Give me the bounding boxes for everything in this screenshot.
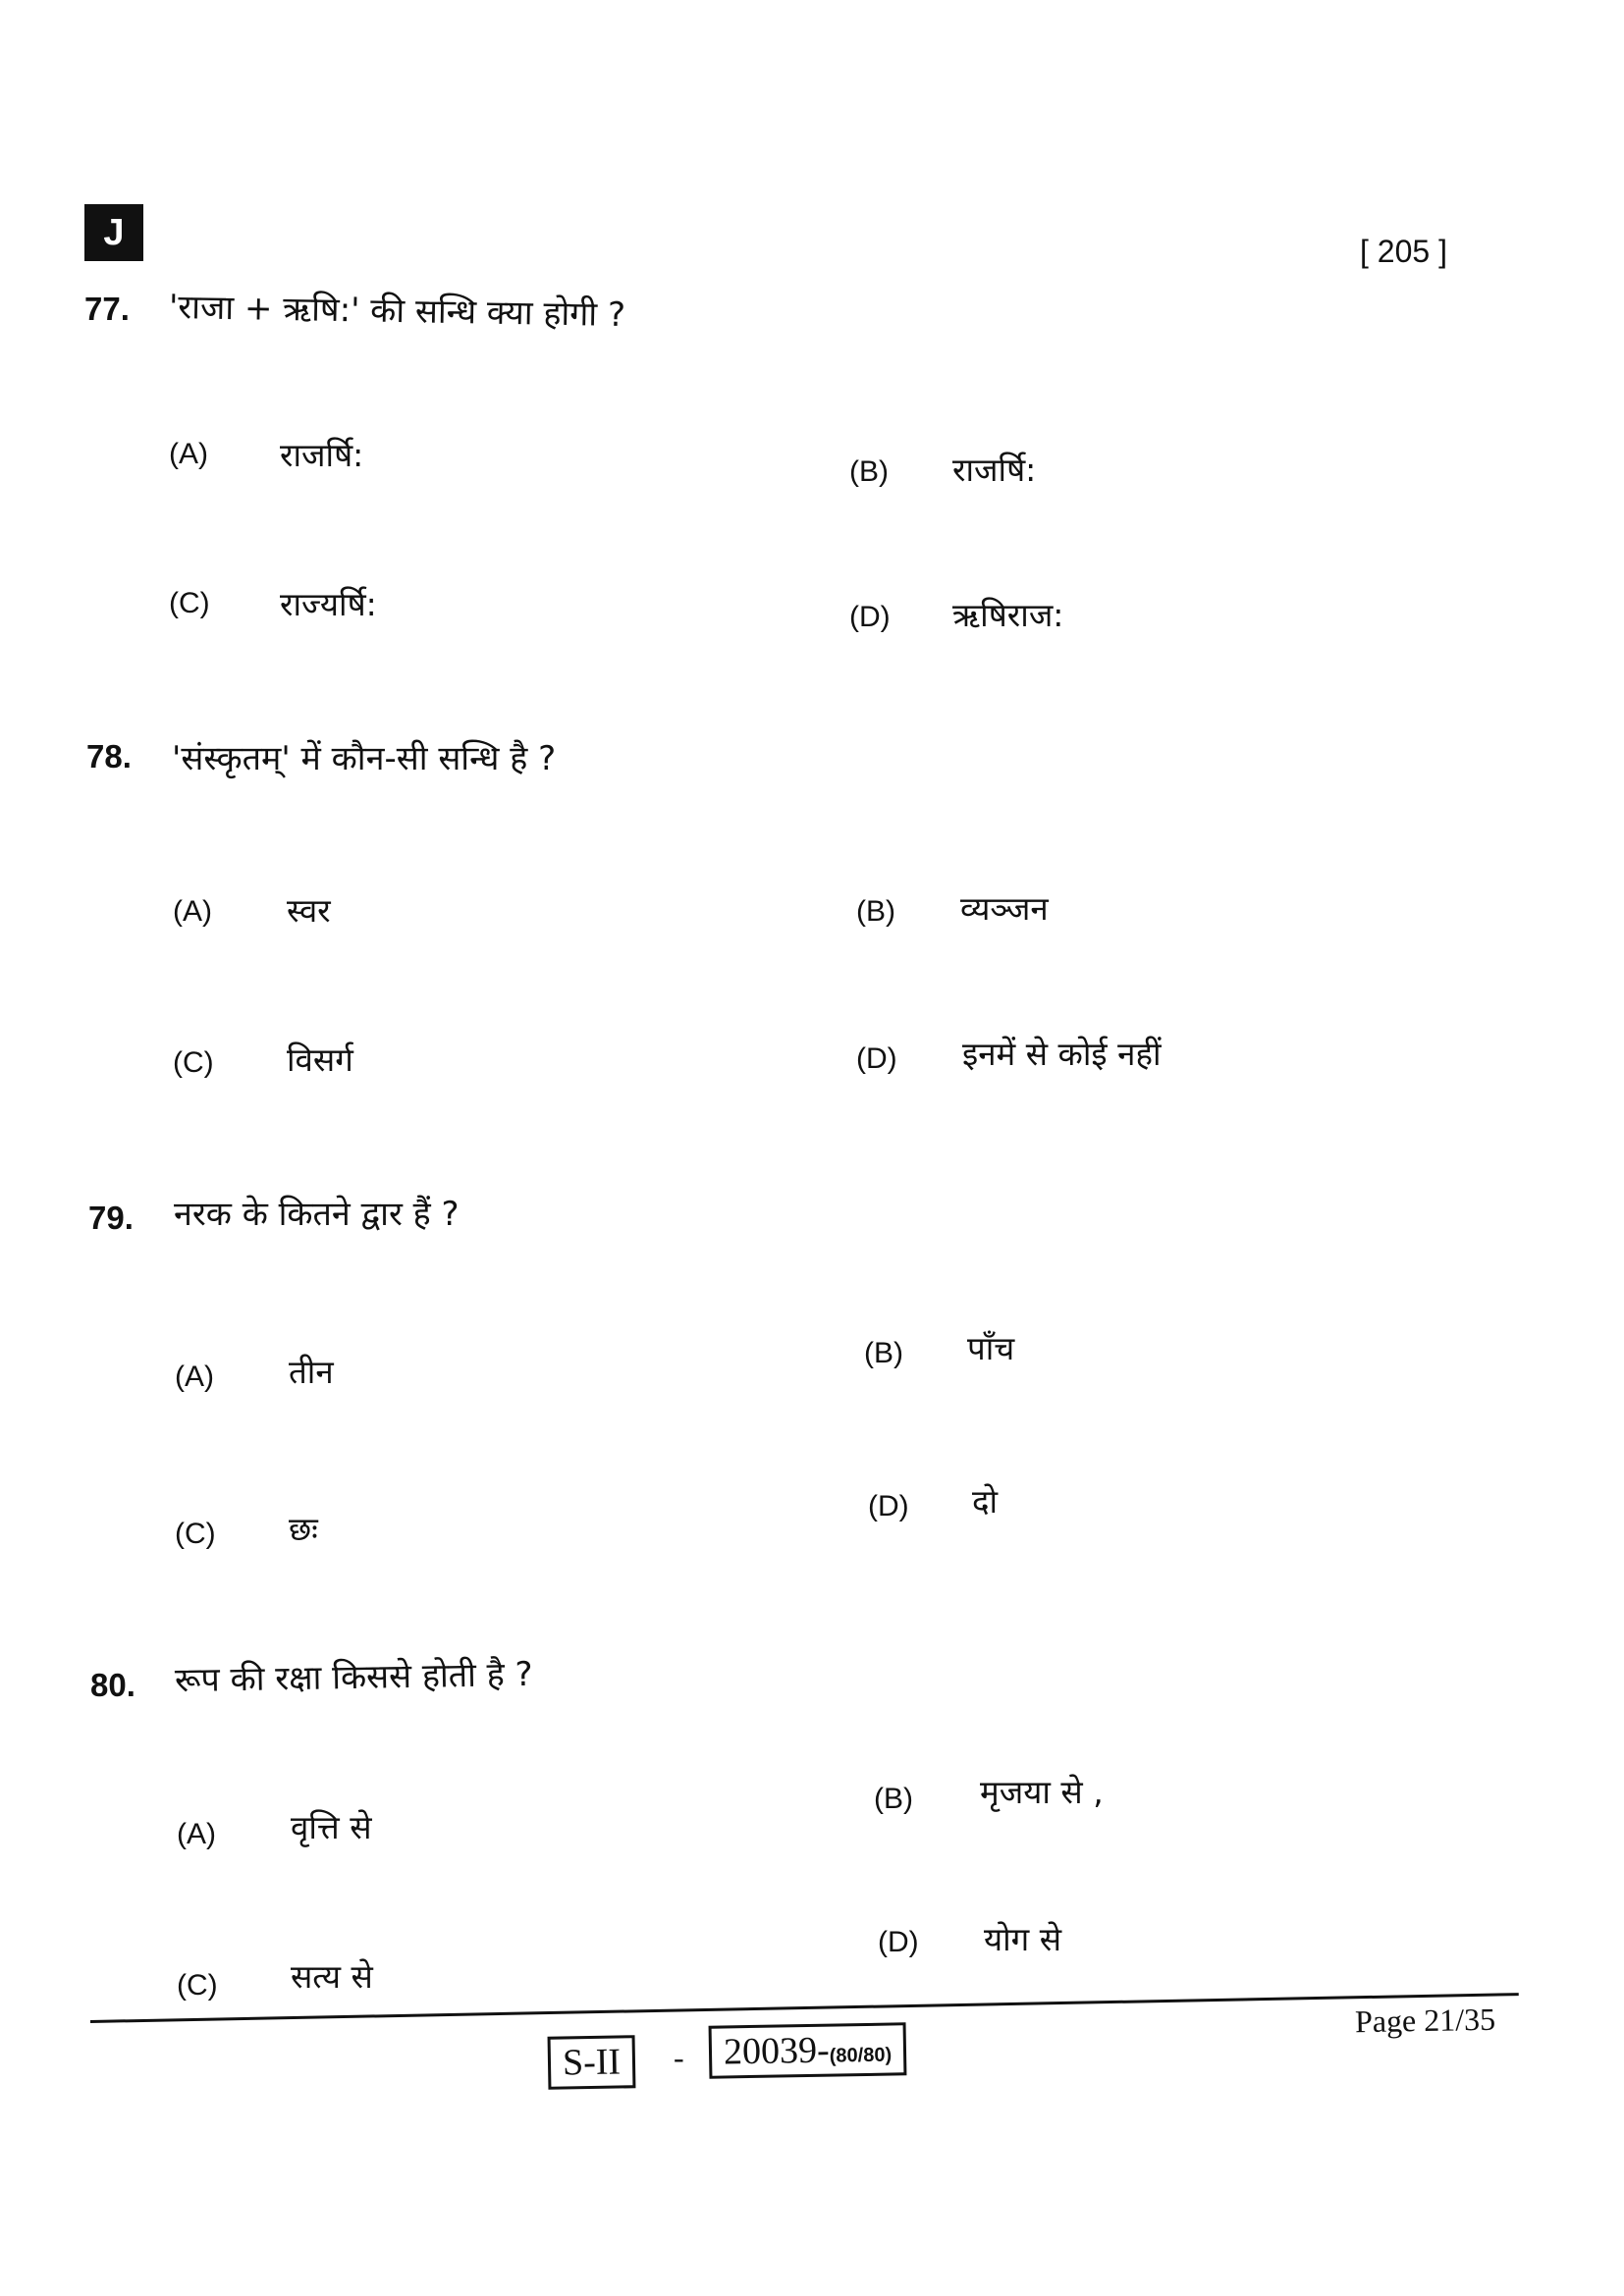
option-label: (B) <box>856 895 895 928</box>
option-label: (D) <box>878 1926 919 1958</box>
option-label: (B) <box>874 1783 913 1815</box>
option-label: (C) <box>169 587 210 619</box>
option-text: छः <box>289 1510 318 1548</box>
option-label: (B) <box>849 455 889 488</box>
paper-code-box <box>709 2022 907 2079</box>
option-text: राजर्षि: <box>952 451 1037 489</box>
question-text: नरक के कितने द्वार हैं ? <box>174 1195 460 1234</box>
option-label: (A) <box>169 438 208 470</box>
option-label: (D) <box>868 1490 909 1522</box>
question-number: 77. <box>84 291 130 327</box>
set-code-badge: J <box>84 204 143 261</box>
question-number: 78. <box>86 738 132 774</box>
question-number: 79. <box>88 1200 134 1236</box>
option-text: वृत्ति से <box>291 1808 372 1846</box>
option-text: मृजया से , <box>980 1773 1104 1811</box>
page-number: Page 21/35 <box>1354 2001 1496 2040</box>
option-text: व्यञ्जन <box>960 889 1049 928</box>
option-text: विसर्ग <box>287 1041 353 1079</box>
option-text: स्वर <box>287 891 331 930</box>
option-label: (B) <box>864 1337 903 1369</box>
option-text: राजर्षि: <box>280 436 364 474</box>
option-label: (A) <box>173 895 212 928</box>
option-label: (D) <box>849 601 891 633</box>
option-label: (C) <box>173 1046 214 1079</box>
option-text: सत्य से <box>291 1957 373 1996</box>
paper-code-suffix: (80/80) <box>829 2044 893 2067</box>
option-text: ऋषिराज: <box>952 596 1064 634</box>
question-number: 80. <box>90 1667 135 1703</box>
question-text: 'संस्कृतम्' में कौन-सी सन्धि है ? <box>172 739 557 778</box>
option-text: योग से <box>984 1920 1062 1958</box>
paper-code: 20039- <box>723 2029 831 2073</box>
option-text: इनमें से कोई नहीं <box>962 1035 1162 1073</box>
option-label: (C) <box>177 1969 218 2002</box>
option-label: (A) <box>175 1361 214 1393</box>
question-text: रूप की रक्षा किससे होती है ? <box>174 1654 533 1701</box>
option-text: तीन <box>289 1353 334 1391</box>
question-text: 'राजा + ऋषि:' की सन्धि क्या होगी ? <box>168 287 626 336</box>
option-label: (A) <box>177 1818 216 1850</box>
footer-dash: - <box>674 2040 684 2075</box>
page-reference: [ 205 ] <box>1360 234 1447 269</box>
option-text: राज्यर्षि: <box>280 585 377 623</box>
option-text: पाँच <box>967 1329 1015 1367</box>
option-label: (C) <box>175 1518 216 1550</box>
option-text: दो <box>972 1482 999 1521</box>
option-label: (D) <box>856 1042 897 1075</box>
series-box: S-II <box>548 2035 636 2090</box>
